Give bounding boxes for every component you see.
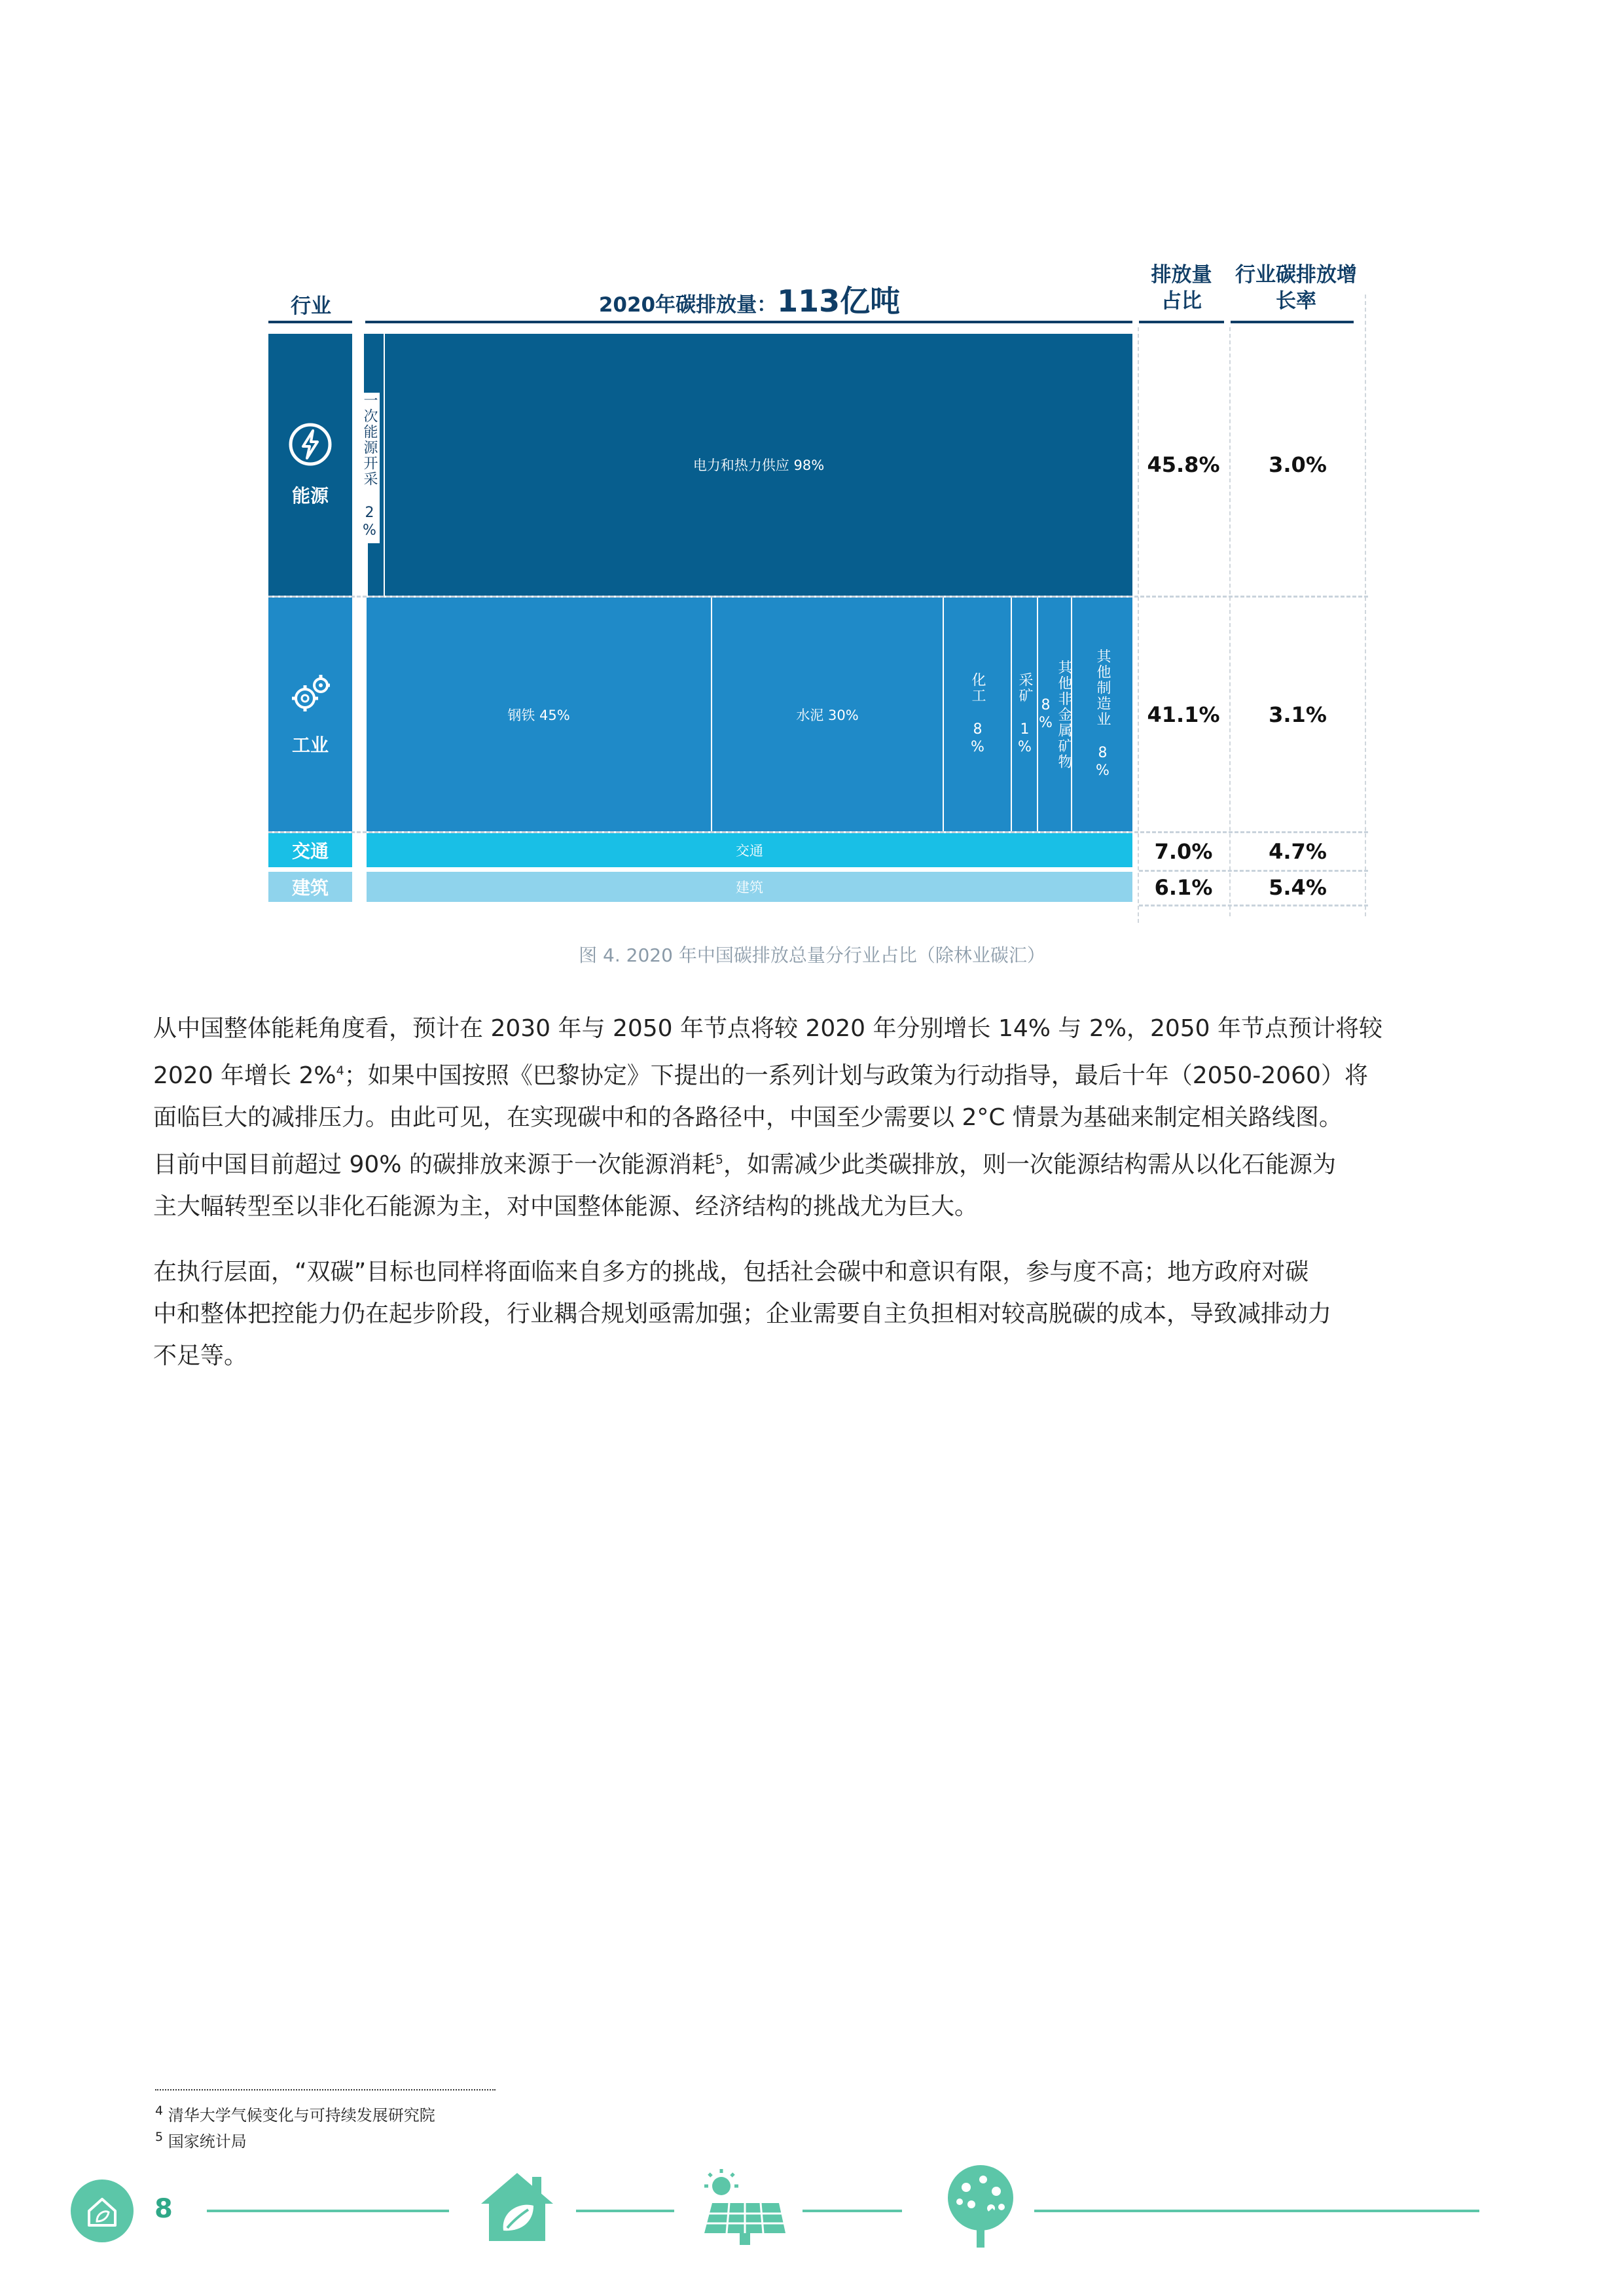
sector-energy-name: 能源 [291,485,329,507]
sector-transport-label-cell: 交通 [268,833,352,867]
energy-power-heat-cell: 电力和热力供应 98% [385,334,1132,596]
footer-rule [576,2210,674,2212]
footnote-5: $^5$ 国家统计局 [155,2130,247,2151]
header-industry: 行业 [291,295,331,318]
lightning-icon [287,422,333,467]
paragraph-2 [153,1251,1489,1377]
footer-rule [1034,2210,1479,2212]
paragraph-1 [153,1008,1489,1228]
industry-mining-cell: 采矿 1% [1012,598,1037,831]
header-total [367,283,1132,319]
header-total-value: 113亿吨 [777,283,901,319]
building-growth-value: 5.4% [1269,875,1327,900]
sector-energy-label-cell [268,334,352,596]
house-leaf-icon [475,2168,560,2246]
figure-caption: 图 4. 2020 年中国碳排放总量分行业占比（除林业碳汇） [579,944,1045,966]
industry-chemical-cell: 化工 8% [944,598,1011,831]
energy-mining-label: 一次能源开采 2% [359,393,380,543]
header-total-label: 2020年碳排放量： [598,293,778,317]
sector-industry-name: 工业 [291,734,329,756]
paragraph-line: 2020 年增长 2%$^4$；如果中国按照《巴黎协定》下提出的一系列计划与政策为行动指导，最后十年（2050-2060）将 [153,1062,1368,1089]
paragraph-line: 不足等。 [153,1342,248,1369]
column-divider [1229,327,1231,916]
column-divider [1138,327,1139,923]
row-divider [268,831,1368,833]
header-total-underline [365,321,1132,323]
industry-other-manufacturing-cell: 其他制造业 8% [1072,598,1132,831]
header-share-underline [1139,321,1224,323]
industry-growth-value: 3.1% [1269,702,1327,727]
footnote-ref-5[interactable]: 5 [715,1153,723,1167]
tree-icon [935,2161,1026,2253]
header-industry-underline [268,321,352,323]
industry-nonmetal-cell: 其他非金属矿物 8% [1038,598,1071,831]
paragraph-line: 主大幅转型至以非化石能源为主，对中国整体能源、经济结构的挑战尤为巨大。 [153,1193,979,1220]
paragraph-line: 从中国整体能耗角度看，预计在 2030 年与 2050 年节点将较 2020 年分别增长 14% 与 2%，2050 年节点预计将较 [153,1015,1383,1042]
industry-steel-cell: 钢铁 45% [367,598,711,831]
transport-bar: 交通 [367,833,1132,867]
paragraph-line: 中和整体把控能力仍在起步阶段，行业耦合规划亟需加强；企业需要自主负担相对较高脱碳的成本，导致减排动力 [153,1300,1332,1327]
gears-icon [285,672,335,718]
footer-rule [207,2210,449,2212]
header-growth: 行业碳排放增长率 [1235,263,1357,313]
industry-cement-cell: 水泥 30% [712,598,943,831]
header-share: 排放量占比 [1151,263,1212,313]
transport-growth-value: 4.7% [1269,839,1327,864]
column-divider [1365,295,1366,916]
building-share-value: 6.1% [1154,875,1213,900]
page-number: 8 [154,2194,173,2224]
solar-panel-icon [698,2168,789,2249]
paragraph-line: 在执行层面，“双碳”目标也同样将面临来自多方的挑战，包括社会碳中和意识有限，参与度不高；地方政府对碳 [153,1259,1309,1285]
home-icon[interactable] [71,2179,134,2242]
building-bar: 建筑 [367,872,1132,902]
footer [0,2153,1624,2258]
sector-building-label-cell: 建筑 [268,872,352,902]
energy-share-value: 45.8% [1147,452,1220,477]
header-growth-underline [1231,321,1354,323]
transport-share-value: 7.0% [1154,839,1213,864]
footnote-divider [155,2089,496,2090]
row-divider [268,596,1368,598]
footnote-ref-4[interactable]: 4 [336,1064,344,1078]
footnote-4: $^4$ 清华大学气候变化与可持续发展研究院 [155,2104,435,2125]
footer-rule [803,2210,902,2212]
sector-industry-label-cell [268,598,352,831]
industry-share-value: 41.1% [1147,702,1220,727]
paragraph-line: 面临巨大的减排压力。由此可见，在实现碳中和的各路径中，中国至少需要以 2°C 情景为基础来制定相关路线图。 [153,1104,1343,1131]
energy-growth-value: 3.0% [1269,452,1327,477]
paragraph-line: 目前中国目前超过 90% 的碳排放来源于一次能源消耗$^5$，如需减少此类碳排放，则一次能源结构需从以化石能源为 [153,1151,1337,1178]
row-divider [1139,905,1368,906]
